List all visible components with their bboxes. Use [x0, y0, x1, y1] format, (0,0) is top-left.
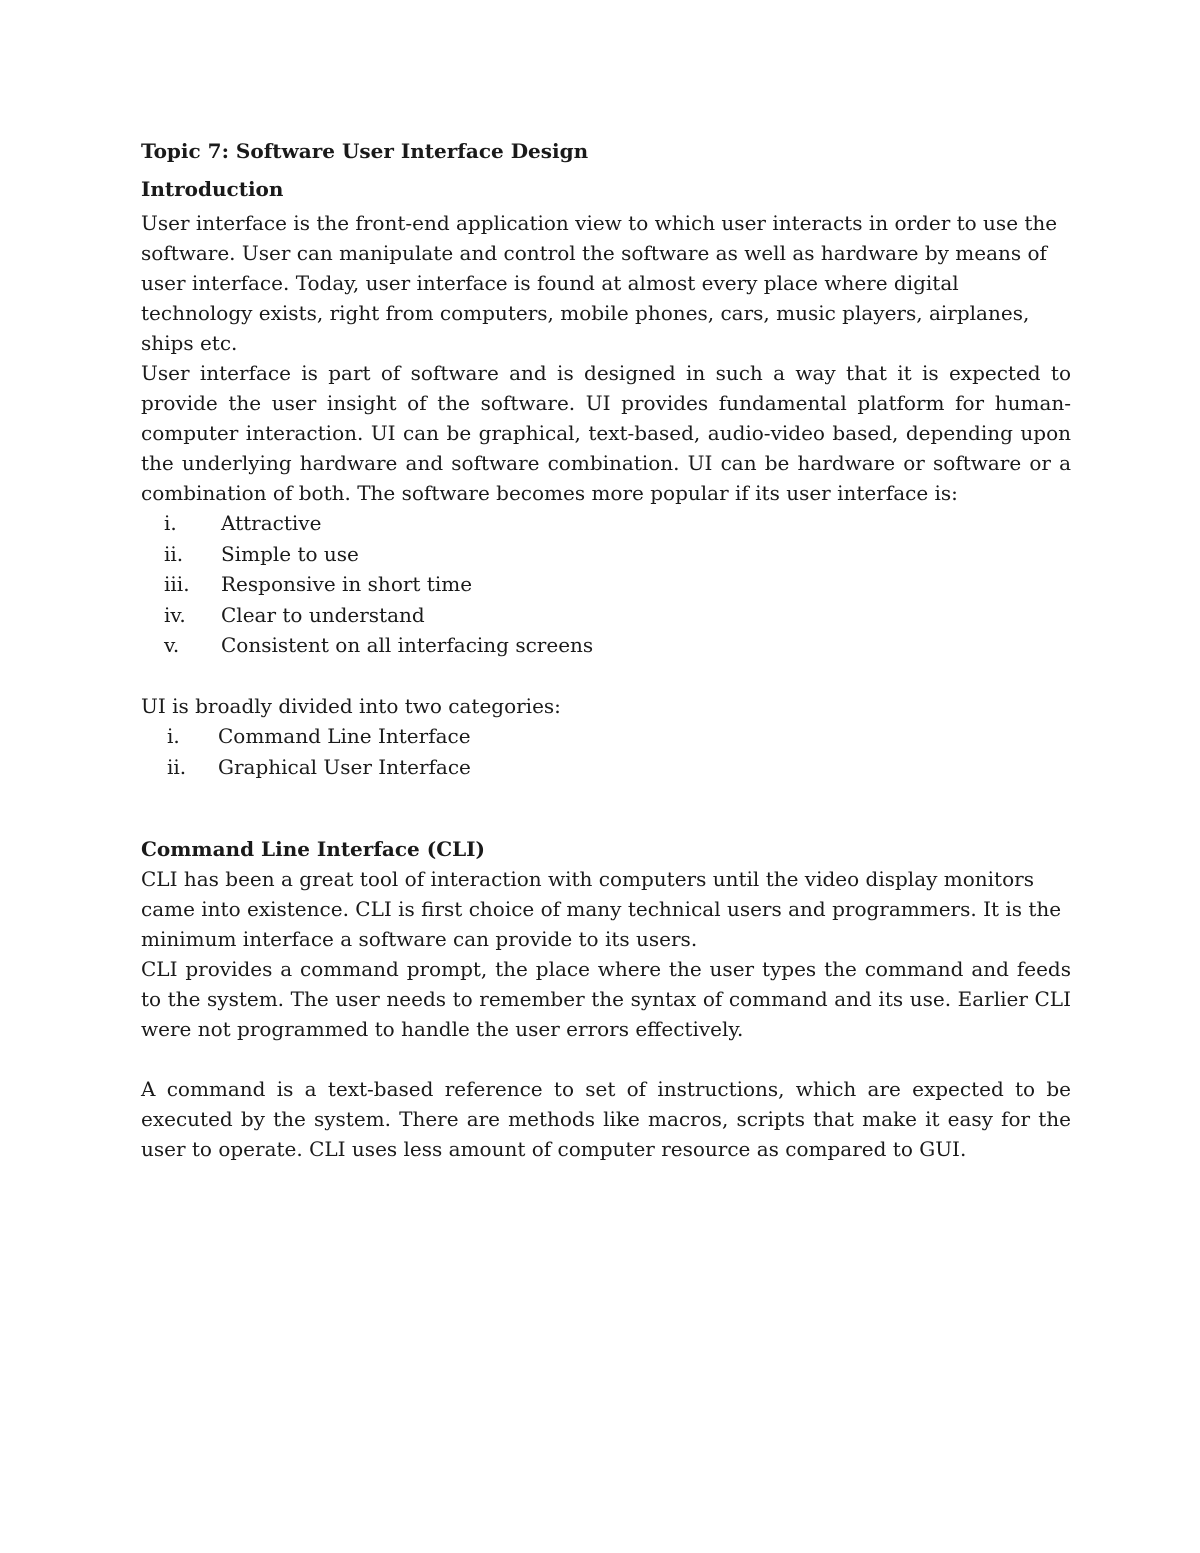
- list-item: [141, 721, 1071, 752]
- list-item: [141, 630, 1071, 661]
- list-text: Command Line Interface: [218, 723, 471, 748]
- list-text: Responsive in short time: [221, 572, 473, 597]
- list-number: i.: [167, 723, 180, 748]
- cli-paragraph-1: CLI has been a great tool of interaction with computers until the video display monitors came into existence. CLI is first choice of many technical users and programmers. It is the minimum interface a software can provide to its users.: [141, 867, 1062, 952]
- list-text: Simple to use: [221, 541, 359, 566]
- list-number: ii.: [167, 754, 187, 779]
- list-number: iii.: [164, 572, 190, 597]
- list-item: [141, 752, 1071, 783]
- intro-paragraph-2: User interface is part of software and is designed in such a way that it is expected to provide the user insight of the software. UI provides fundamental platform for human-computer interaction. UI can be graphical, text-based, audio-video based, depending upon the underlying hardware and software combination. UI can be hardware or software or a combination of both. The software becomes more popular if its user interface is:: [141, 361, 1071, 505]
- list-number: ii.: [164, 541, 184, 566]
- list-item: [141, 539, 1071, 570]
- list-number: i.: [164, 511, 177, 535]
- section-heading-introduction: Introduction: [141, 177, 284, 201]
- section-heading-cli: Command Line Interface (CLI): [141, 837, 486, 862]
- ui-categories-list: [141, 721, 1071, 782]
- list-text: Consistent on all interfacing screens: [221, 633, 594, 658]
- intro-paragraph-1: User interface is the front-end application view to which user interacts in order to use the software. User can manipulate and control the software as well as hardware by means of user interface. Today, user interface is found at almost every place where digital technology exists, right from computers, mobile phones, cars, music players, airplanes, ships etc.: [141, 211, 1058, 355]
- list-item: [141, 600, 1071, 631]
- document-page: [141, 136, 1071, 1164]
- list-number: iv.: [164, 602, 186, 627]
- ui-qualities-list: [141, 508, 1071, 661]
- list-text: Graphical User Interface: [218, 754, 471, 779]
- list-item: [141, 508, 1071, 539]
- page-title: Topic 7: Software User Interface Design: [141, 139, 589, 163]
- cli-paragraph-2: CLI provides a command prompt, the place where the user types the command and feeds to the system. The user needs to remember the syntax of command and its use. Earlier CLI were not programmed to handle the user errors effectively.: [141, 957, 1071, 1042]
- list-text: Clear to understand: [221, 602, 425, 627]
- list-text: Attractive: [221, 511, 322, 535]
- list-number: v.: [164, 633, 180, 658]
- categories-intro: UI is broadly divided into two categories:: [141, 693, 561, 718]
- list-item: [141, 569, 1071, 600]
- cli-paragraph-3: A command is a text-based reference to set of instructions, which are expected to be executed by the system. There are methods like macros, scripts that make it easy for the user to operate. CLI uses less amount of computer resource as compared to GUI.: [141, 1077, 1071, 1162]
